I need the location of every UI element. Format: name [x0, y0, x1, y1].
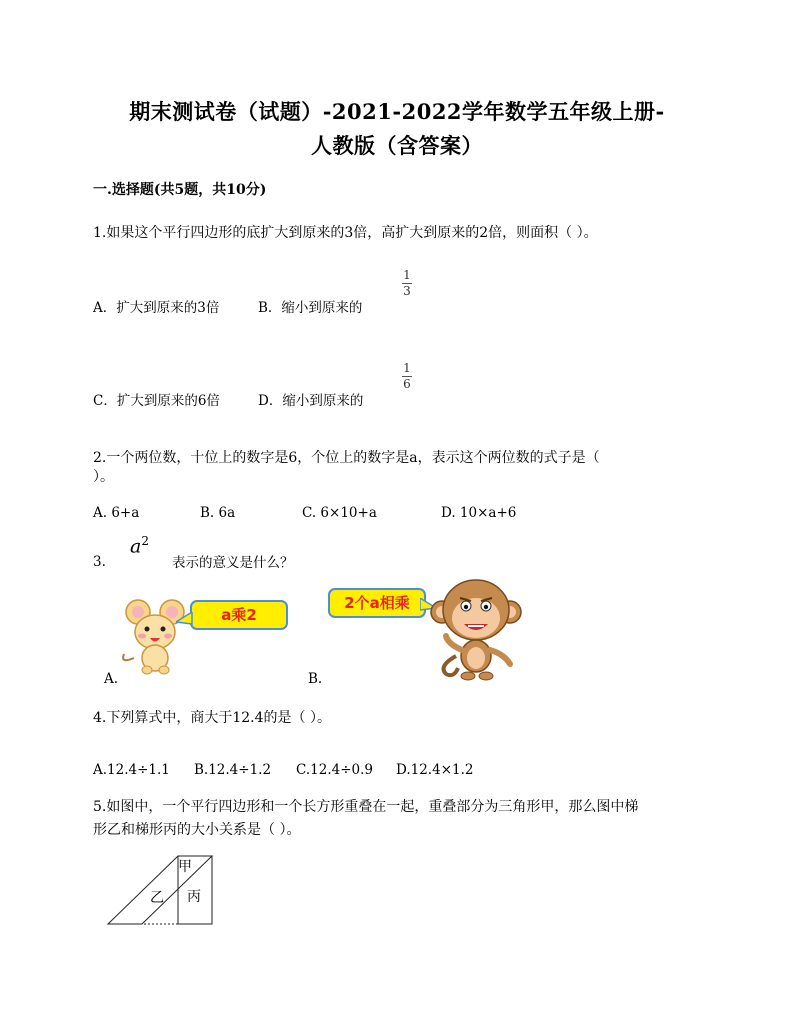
q2-stem-line2: ）。 — [93, 469, 114, 485]
doc-title-line2: 人教版（含答案） — [311, 133, 483, 158]
q3-expression — [130, 534, 149, 557]
q4-stem: 4.下列算式中，商大于12.4的是（ ）。 — [93, 710, 331, 726]
q3-expression-base: a — [130, 535, 142, 558]
monkey-illustration — [428, 574, 524, 682]
q4-option-b: B.12.4÷1.2 — [194, 762, 272, 778]
q1-option-d: D．缩小到原来的 — [258, 393, 364, 409]
q3-speech-bubble-b: 2个a相乘 — [328, 588, 426, 618]
q2-option-d: D. 10×a+6 — [441, 505, 517, 521]
mouse-illustration — [114, 598, 194, 678]
q3-option-b-label: B. — [308, 671, 323, 687]
q5-stem-line2: 形乙和梯形丙的大小关系是（ ）。 — [93, 822, 301, 838]
q2-option-a: A. 6+a — [93, 505, 140, 521]
q1-option-c: C．扩大到原来的6倍 — [93, 393, 220, 409]
q1-fraction-d — [402, 362, 412, 391]
q2-option-c: C. 6×10+a — [302, 505, 377, 521]
q3-stem: 表示的意义是什么？ — [172, 555, 294, 571]
q4-option-a: A.12.4÷1.1 — [93, 762, 170, 778]
fraction-denominator: 6 — [403, 377, 411, 391]
fraction-numerator: 1 — [403, 268, 411, 282]
q1-stem: 1.如果这个平行四边形的底扩大到原来的3倍，高扩大到原来的2倍，则面积（ ）。 — [93, 225, 598, 241]
q3-speech-bubble-a: a乘2 — [190, 600, 288, 630]
q1-fraction-b — [402, 269, 412, 298]
q4-option-d: D.12.4×1.2 — [396, 762, 474, 778]
q1-option-b: B．缩小到原来的 — [258, 300, 363, 316]
q2-option-b: B. 6a — [200, 505, 236, 521]
fraction-numerator: 1 — [403, 361, 411, 375]
q3-option-a-label: A. — [104, 671, 119, 687]
speech-tail-icon — [176, 612, 194, 626]
doc-title-line1: 期末测试卷（试题）-2021-2022学年数学五年级上册- — [129, 99, 665, 124]
q2-stem-line1: 2.一个两位数，十位上的数字是6，个位上的数字是a，表示这个两位数的式子是（ — [93, 450, 600, 466]
section-heading: 一.选择题(共5题，共10分) — [93, 182, 267, 198]
q5-label-yi: 乙 — [150, 890, 164, 906]
q5-stem-line1: 5.如图中，一个平行四边形和一个长方形重叠在一起，重叠部分为三角形甲，那么图中梯 — [93, 799, 639, 815]
q1-option-a: A．扩大到原来的3倍 — [93, 300, 220, 316]
q3-expression-exponent: 2 — [141, 534, 149, 548]
q3-number: 3. — [93, 554, 106, 570]
fraction-denominator: 3 — [403, 284, 411, 298]
q5-label-jia: 甲 — [178, 859, 192, 875]
q4-option-c: C.12.4÷0.9 — [296, 762, 373, 778]
q5-label-bing: 丙 — [187, 889, 201, 905]
